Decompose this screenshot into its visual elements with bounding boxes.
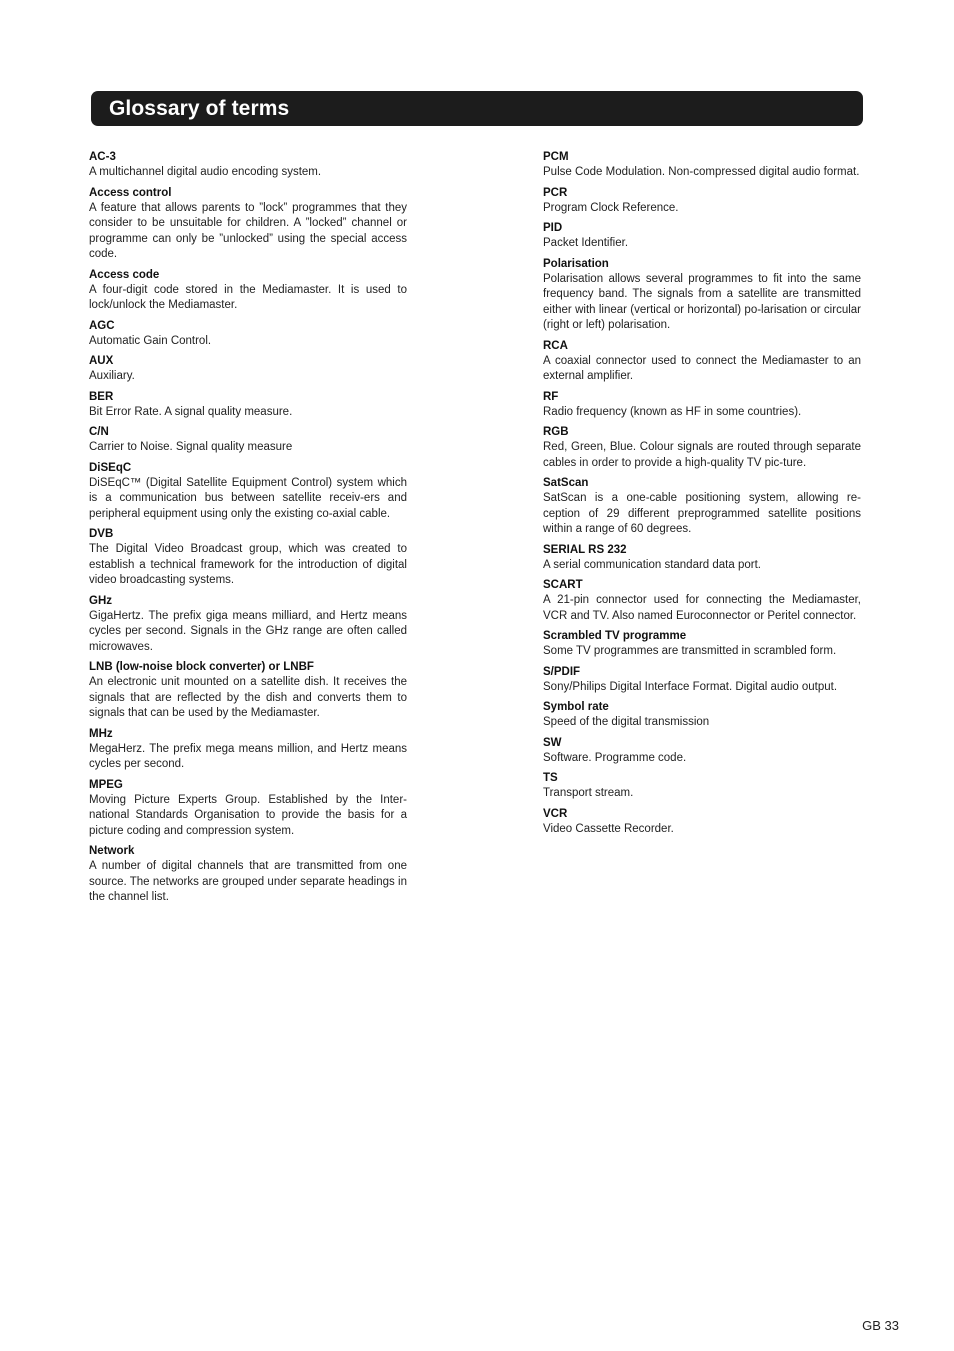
page-title: Glossary of terms xyxy=(109,96,290,120)
glossary-definition: Pulse Code Modulation. Non-compressed digital audio format. xyxy=(543,166,860,178)
glossary-term: MPEG xyxy=(89,778,123,791)
glossary-entry xyxy=(543,257,861,334)
glossary-entry xyxy=(543,476,861,538)
glossary-entry xyxy=(543,771,861,802)
glossary-term: RCA xyxy=(543,339,568,352)
glossary-definition: GigaHertz. The prefix giga means milliard, and Hertz means cycles per second. Signals in the GHz range are often called microwaves. xyxy=(89,609,407,653)
glossary-entry xyxy=(543,186,861,217)
glossary-entry xyxy=(543,150,861,181)
glossary-definition: A multichannel digital audio encoding system. xyxy=(89,166,322,178)
glossary-term: LNB (low-noise block converter) or LNBF xyxy=(89,661,314,673)
glossary-definition: SatScan is a one-cable positioning system, allowing re-ception of 29 different preprogrammed satellite positions within a range of 60 degrees. xyxy=(543,492,861,535)
glossary-definition: Auxiliary. xyxy=(89,370,135,382)
glossary-term: Polarisation xyxy=(543,257,609,270)
glossary-term: S/PDIF xyxy=(543,665,581,678)
glossary-definition: A number of digital channels that are transmitted from one source. The networks are grouped under separate headings in the channel list. xyxy=(89,860,407,903)
glossary-entry xyxy=(89,727,407,773)
glossary-term: Symbol rate xyxy=(543,701,609,713)
glossary-term: TS xyxy=(543,772,558,784)
glossary-term: Network xyxy=(89,845,135,857)
glossary-entry xyxy=(89,425,407,456)
glossary-term: C/N xyxy=(89,426,109,438)
glossary-right-column xyxy=(543,150,861,842)
glossary-entry xyxy=(89,778,407,840)
glossary-term: GHz xyxy=(89,594,112,607)
glossary-entry xyxy=(543,665,861,696)
glossary-term: Scrambled TV programme xyxy=(543,630,687,642)
glossary-term: SCART xyxy=(543,579,583,591)
glossary-entry xyxy=(543,339,861,385)
glossary-term: AUX xyxy=(89,355,114,367)
glossary-definition: Carrier to Noise. Signal quality measure xyxy=(89,441,293,453)
glossary-definition: DiSEqC™ (Digital Satellite Equipment Control) system which is a communication bus between satellite receiv-ers and peripheral equipment using only the existing co-axial cable. xyxy=(89,476,407,520)
glossary-entry xyxy=(89,390,407,421)
glossary-term: SW xyxy=(543,736,562,749)
glossary-definition: Video Cassette Recorder. xyxy=(543,822,674,835)
glossary-definition: Sony/Philips Digital Interface Format. Digital audio output. xyxy=(543,680,838,693)
glossary-definition: Radio frequency (known as HF in some countries). xyxy=(543,405,802,418)
glossary-definition: A feature that allows parents to ”lock” programmes that they consider to be unsuitable for children. A ”locked” channel or programme can only be ”unlocked” using the special access code. xyxy=(89,201,407,260)
glossary-entry xyxy=(543,629,861,660)
glossary-definition: MegaHerz. The prefix mega means million, and Hertz means cycles per second. xyxy=(89,742,407,770)
glossary-term: SatScan xyxy=(543,477,589,489)
glossary-entry xyxy=(543,736,861,767)
glossary-entry xyxy=(89,844,407,906)
glossary-term: PID xyxy=(543,222,563,234)
glossary-term: PCR xyxy=(543,186,568,199)
glossary-entry xyxy=(89,354,407,385)
title-bar xyxy=(91,91,863,126)
glossary-entry xyxy=(543,390,861,421)
glossary-term: DiSEqC xyxy=(89,461,132,474)
glossary-definition: A 21-pin connector used for connecting the Mediamaster, VCR and TV. Also named Euroconnector or Peritel connector. xyxy=(543,594,861,622)
glossary-term: MHz xyxy=(89,727,113,740)
glossary-term: AGC xyxy=(89,319,115,332)
glossary-term: BER xyxy=(89,390,114,403)
glossary-definition: Program Clock Reference. xyxy=(543,201,679,214)
glossary-entry xyxy=(543,543,861,574)
glossary-entry xyxy=(89,461,407,523)
glossary-definition: Moving Picture Experts Group. Established by the Inter-national Standards Organisation to provide the basis for a picture coding and compression system. xyxy=(89,793,407,837)
glossary-entry xyxy=(89,594,407,656)
glossary-term: VCR xyxy=(543,807,568,820)
glossary-definition: Polarisation allows several programmes to fit into the same frequency band. The signals from a satellite are transmitted either with linear (vertical or horizontal) po-larisation or circular (right or left) polarisation. xyxy=(543,272,861,331)
glossary-term: PCM xyxy=(543,151,569,163)
glossary-definition: Red, Green, Blue. Colour signals are routed through separate cables in order to provide a high-quality TV pic-ture. xyxy=(543,441,861,469)
glossary-definition: An electronic unit mounted on a satellite dish. It receives the signals that are reflected by the dish and converts them to signals that can be used by the Mediamaster. xyxy=(89,676,407,719)
glossary-entry xyxy=(543,425,861,471)
glossary-definition: Some TV programmes are transmitted in scrambled form. xyxy=(543,645,837,657)
glossary-entry xyxy=(89,186,407,263)
glossary-entry xyxy=(89,527,407,589)
glossary-definition: Speed of the digital transmission xyxy=(543,716,710,728)
glossary-definition: The Digital Video Broadcast group, which was created to establish a technical framework for the introduction of digital video broadcasting systems. xyxy=(89,543,407,586)
glossary-term: RF xyxy=(543,390,559,403)
glossary-entry xyxy=(543,221,861,252)
glossary-entry xyxy=(89,660,407,722)
glossary-term: AC-3 xyxy=(89,151,116,163)
glossary-definition: Transport stream. xyxy=(543,787,634,799)
glossary-definition: Automatic Gain Control. xyxy=(89,334,212,347)
page-number: GB 33 xyxy=(862,1318,899,1333)
glossary-term: Access code xyxy=(89,268,160,281)
glossary-definition: Bit Error Rate. A signal quality measure. xyxy=(89,405,293,418)
glossary-entry xyxy=(89,319,407,350)
glossary-term: DVB xyxy=(89,528,114,540)
glossary-definition: A serial communication standard data port. xyxy=(543,558,761,571)
glossary-definition: A four-digit code stored in the Mediamaster. It is used to lock/unlock the Mediamaster. xyxy=(89,283,407,311)
glossary-term: SERIAL RS 232 xyxy=(543,543,627,556)
glossary-left-column xyxy=(89,150,407,911)
glossary-entry xyxy=(543,807,861,838)
glossary-entry xyxy=(543,578,861,624)
glossary-definition: A coaxial connector used to connect the Mediamaster to an external amplifier. xyxy=(543,354,861,382)
glossary-term: RGB xyxy=(543,426,569,438)
glossary-entry xyxy=(89,268,407,314)
glossary-definition: Packet Identifier. xyxy=(543,237,629,249)
glossary-entry xyxy=(543,700,861,731)
glossary-definition: Software. Programme code. xyxy=(543,751,687,764)
glossary-term: Access control xyxy=(89,186,172,199)
glossary-entry xyxy=(89,150,407,181)
